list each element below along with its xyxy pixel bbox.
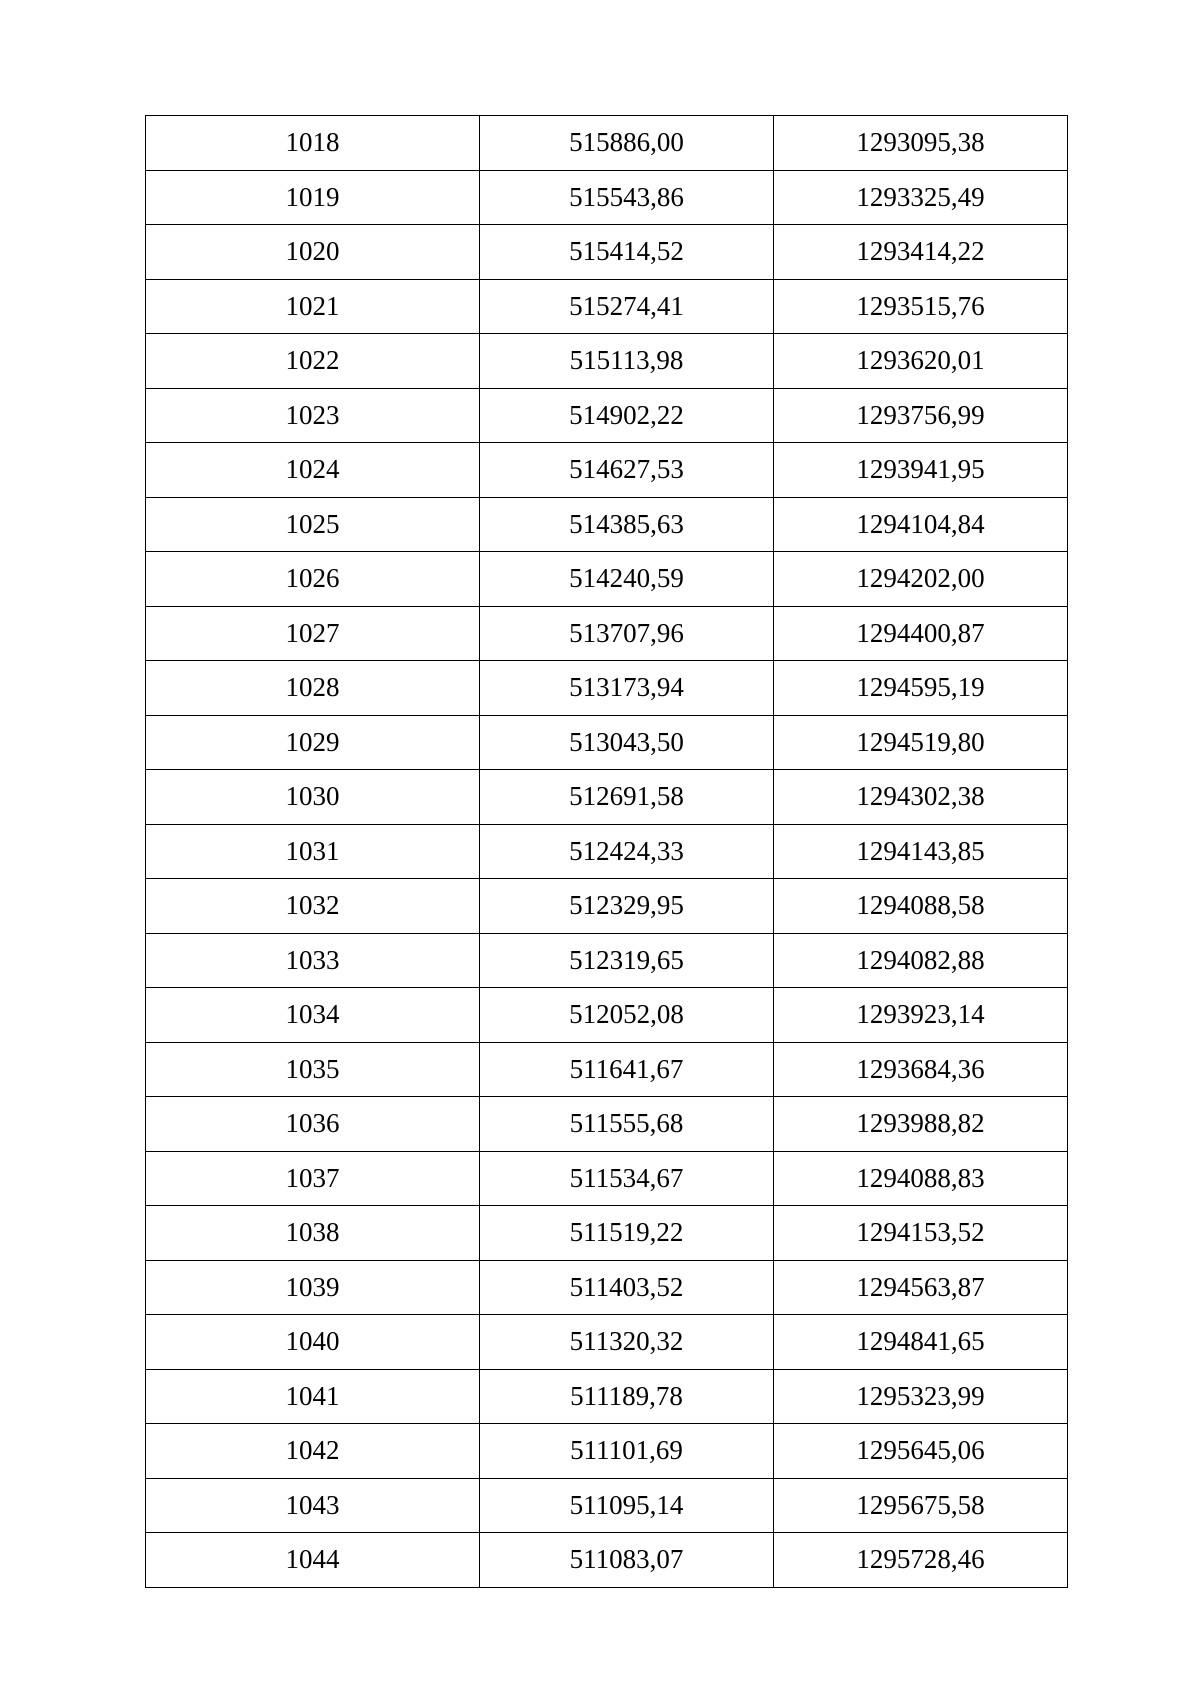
point-number-cell: 1040 [146, 1315, 480, 1370]
y-coordinate-cell: 1293756,99 [774, 388, 1068, 443]
table-row [146, 661, 1068, 716]
x-coordinate-cell: 511534,67 [480, 1151, 774, 1206]
y-coordinate-cell: 1294143,85 [774, 824, 1068, 879]
y-coordinate-cell: 1294302,38 [774, 770, 1068, 825]
x-coordinate-cell: 515414,52 [480, 225, 774, 280]
point-number-cell: 1020 [146, 225, 480, 280]
x-coordinate-cell: 513707,96 [480, 606, 774, 661]
y-coordinate-cell: 1294519,80 [774, 715, 1068, 770]
y-coordinate-cell: 1294088,83 [774, 1151, 1068, 1206]
y-coordinate-cell: 1295645,06 [774, 1424, 1068, 1479]
table-row [146, 1042, 1068, 1097]
x-coordinate-cell: 515886,00 [480, 116, 774, 171]
y-coordinate-cell: 1294563,87 [774, 1260, 1068, 1315]
x-coordinate-cell: 515274,41 [480, 279, 774, 334]
x-coordinate-cell: 511555,68 [480, 1097, 774, 1152]
table-row [146, 279, 1068, 334]
point-number-cell: 1021 [146, 279, 480, 334]
table-row [146, 170, 1068, 225]
point-number-cell: 1039 [146, 1260, 480, 1315]
x-coordinate-cell: 514240,59 [480, 552, 774, 607]
x-coordinate-cell: 511320,32 [480, 1315, 774, 1370]
table-row [146, 1260, 1068, 1315]
point-number-cell: 1036 [146, 1097, 480, 1152]
y-coordinate-cell: 1294088,58 [774, 879, 1068, 934]
point-number-cell: 1028 [146, 661, 480, 716]
point-number-cell: 1023 [146, 388, 480, 443]
x-coordinate-cell: 512691,58 [480, 770, 774, 825]
y-coordinate-cell: 1294202,00 [774, 552, 1068, 607]
table-row [146, 933, 1068, 988]
y-coordinate-cell: 1293414,22 [774, 225, 1068, 280]
table-row [146, 770, 1068, 825]
x-coordinate-cell: 511519,22 [480, 1206, 774, 1261]
y-coordinate-cell: 1295323,99 [774, 1369, 1068, 1424]
table-row [146, 552, 1068, 607]
x-coordinate-cell: 515543,86 [480, 170, 774, 225]
x-coordinate-cell: 515113,98 [480, 334, 774, 389]
point-number-cell: 1042 [146, 1424, 480, 1479]
point-number-cell: 1044 [146, 1533, 480, 1588]
x-coordinate-cell: 511095,14 [480, 1478, 774, 1533]
table-row [146, 1424, 1068, 1479]
x-coordinate-cell: 512329,95 [480, 879, 774, 934]
table-row [146, 1097, 1068, 1152]
coordinates-table [145, 115, 1068, 1588]
x-coordinate-cell: 511641,67 [480, 1042, 774, 1097]
y-coordinate-cell: 1293988,82 [774, 1097, 1068, 1152]
x-coordinate-cell: 514385,63 [480, 497, 774, 552]
table-row [146, 1315, 1068, 1370]
y-coordinate-cell: 1293941,95 [774, 443, 1068, 498]
point-number-cell: 1038 [146, 1206, 480, 1261]
point-number-cell: 1029 [146, 715, 480, 770]
y-coordinate-cell: 1295675,58 [774, 1478, 1068, 1533]
point-number-cell: 1035 [146, 1042, 480, 1097]
table-row [146, 116, 1068, 171]
point-number-cell: 1025 [146, 497, 480, 552]
table-row [146, 988, 1068, 1043]
y-coordinate-cell: 1294153,52 [774, 1206, 1068, 1261]
point-number-cell: 1037 [146, 1151, 480, 1206]
x-coordinate-cell: 511403,52 [480, 1260, 774, 1315]
point-number-cell: 1034 [146, 988, 480, 1043]
table-row [146, 824, 1068, 879]
y-coordinate-cell: 1294595,19 [774, 661, 1068, 716]
table-row [146, 334, 1068, 389]
table-row [146, 715, 1068, 770]
y-coordinate-cell: 1293923,14 [774, 988, 1068, 1043]
table-row [146, 606, 1068, 661]
table-row [146, 1151, 1068, 1206]
point-number-cell: 1041 [146, 1369, 480, 1424]
table-row [146, 879, 1068, 934]
y-coordinate-cell: 1293515,76 [774, 279, 1068, 334]
x-coordinate-cell: 512052,08 [480, 988, 774, 1043]
table-row [146, 497, 1068, 552]
table-row [146, 225, 1068, 280]
x-coordinate-cell: 511101,69 [480, 1424, 774, 1479]
point-number-cell: 1030 [146, 770, 480, 825]
x-coordinate-cell: 513173,94 [480, 661, 774, 716]
point-number-cell: 1026 [146, 552, 480, 607]
point-number-cell: 1032 [146, 879, 480, 934]
point-number-cell: 1019 [146, 170, 480, 225]
table-row [146, 1478, 1068, 1533]
table-row [146, 1533, 1068, 1588]
y-coordinate-cell: 1293684,36 [774, 1042, 1068, 1097]
y-coordinate-cell: 1294400,87 [774, 606, 1068, 661]
x-coordinate-cell: 514627,53 [480, 443, 774, 498]
y-coordinate-cell: 1293620,01 [774, 334, 1068, 389]
y-coordinate-cell: 1294841,65 [774, 1315, 1068, 1370]
x-coordinate-cell: 512319,65 [480, 933, 774, 988]
point-number-cell: 1043 [146, 1478, 480, 1533]
point-number-cell: 1033 [146, 933, 480, 988]
point-number-cell: 1018 [146, 116, 480, 171]
point-number-cell: 1024 [146, 443, 480, 498]
x-coordinate-cell: 512424,33 [480, 824, 774, 879]
y-coordinate-cell: 1293095,38 [774, 116, 1068, 171]
x-coordinate-cell: 514902,22 [480, 388, 774, 443]
x-coordinate-cell: 513043,50 [480, 715, 774, 770]
y-coordinate-cell: 1293325,49 [774, 170, 1068, 225]
coordinates-table-body [146, 116, 1068, 1588]
point-number-cell: 1027 [146, 606, 480, 661]
point-number-cell: 1031 [146, 824, 480, 879]
y-coordinate-cell: 1294082,88 [774, 933, 1068, 988]
y-coordinate-cell: 1294104,84 [774, 497, 1068, 552]
table-row [146, 1369, 1068, 1424]
point-number-cell: 1022 [146, 334, 480, 389]
table-row [146, 1206, 1068, 1261]
y-coordinate-cell: 1295728,46 [774, 1533, 1068, 1588]
table-row [146, 388, 1068, 443]
x-coordinate-cell: 511083,07 [480, 1533, 774, 1588]
table-row [146, 443, 1068, 498]
x-coordinate-cell: 511189,78 [480, 1369, 774, 1424]
